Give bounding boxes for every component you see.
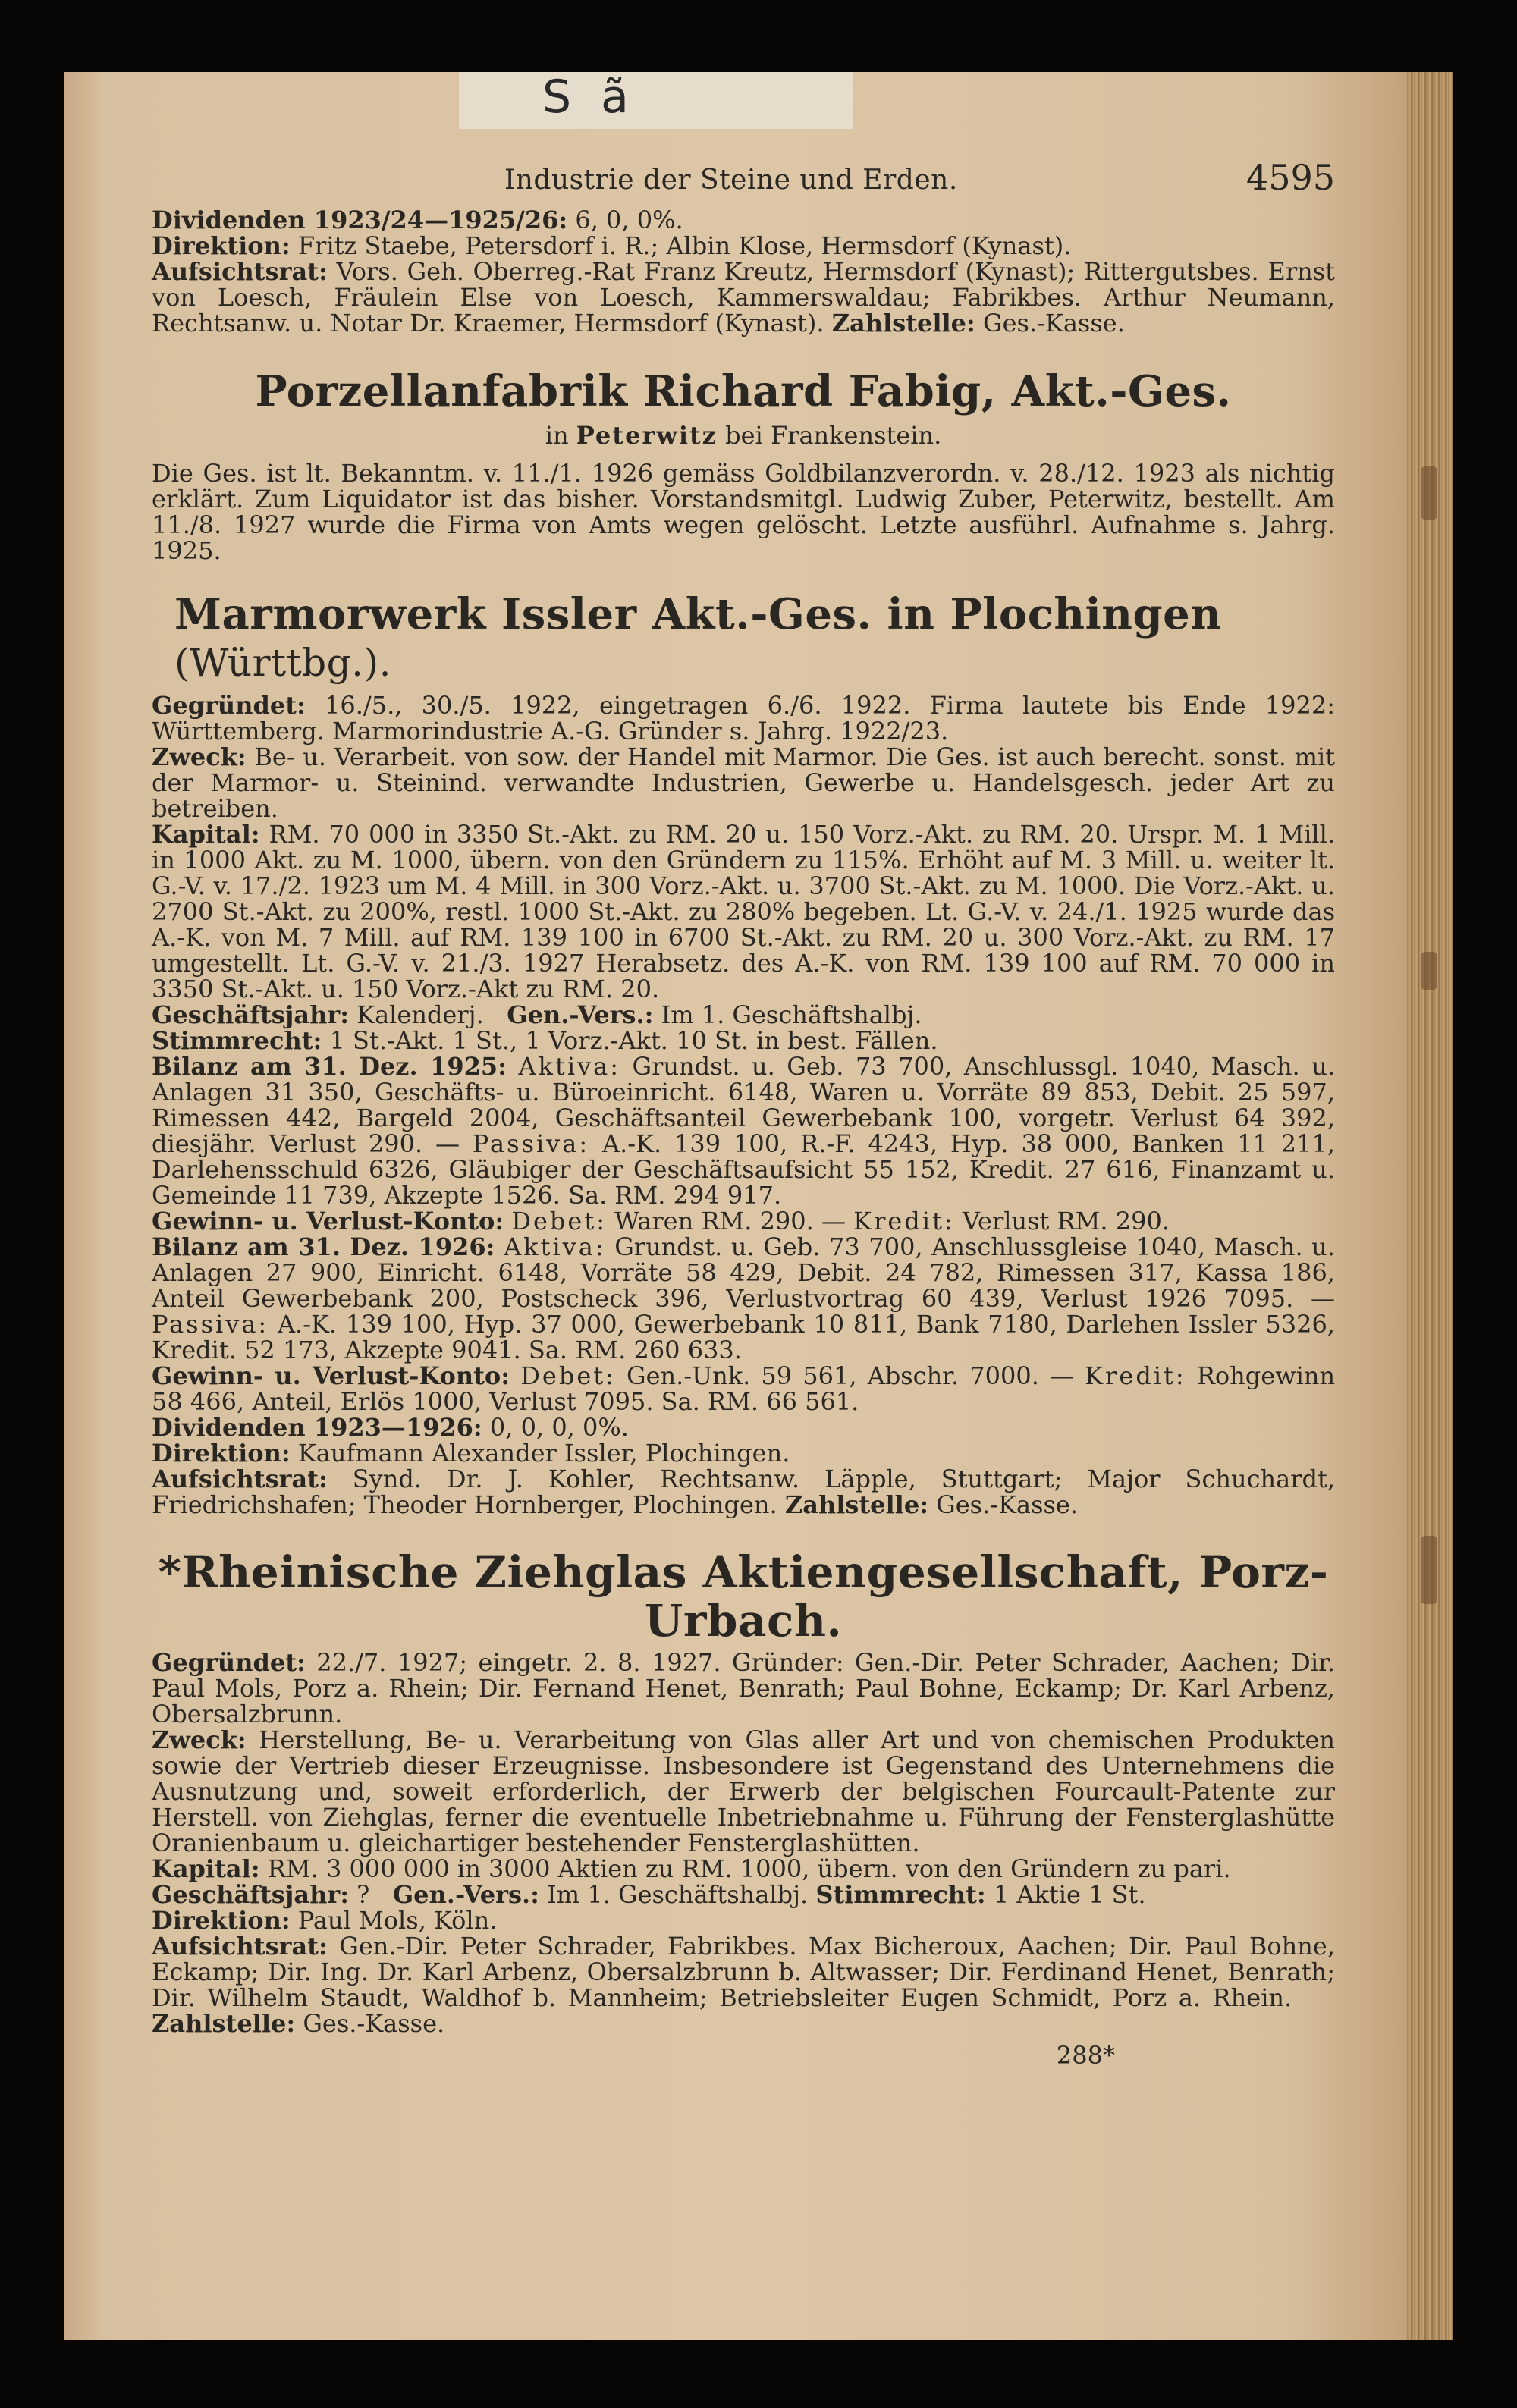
profit-loss-1925 bbox=[152, 1208, 1335, 1234]
field-value: Kalenderj. bbox=[356, 1000, 484, 1029]
field-label: Kapital: bbox=[152, 1854, 260, 1883]
location-prefix: in bbox=[545, 421, 569, 450]
field-label: Kapital: bbox=[152, 820, 260, 849]
field-label: Stimmrecht: bbox=[815, 1880, 986, 1909]
field-label: Zahlstelle: bbox=[831, 309, 975, 337]
field-value: A.-K. 139 100, Hyp. 37 000, Gewerbebank 10 811, Bank 7180, Darlehen Issler 5326, Kredit. 52 173, Akzepte 9041. Sa. RM. 260 633. bbox=[152, 1310, 1335, 1364]
direction-line bbox=[152, 1907, 1335, 1933]
field-label: Bilanz am 31. Dez. 1925: bbox=[152, 1052, 507, 1081]
entry-body: Die Ges. ist lt. Bekanntm. v. 11./1. 1926 gemäss Goldbilanzverordn. v. 28./12. 1923 als nichtig erklärt. Zum Liquidator ist das bisher. Vorstandsmitgl. Ludwig Zuber, Peterwitz, bestellt. Am 11./8. 1927 wurde die Firma von Amts wegen gelöscht. Letzte ausführl. Aufnahme s. Jahrg. 1925. bbox=[152, 459, 1335, 565]
field-value: Herstellung, Be- u. Verarbeitung von Glas aller Art und von chemischen Produkten sowie der Vertrieb dieser Erzeugnisse. Insbesondere ist Gegenstand des Unternehmens die Ausnutzung und, soweit erforderlich, der Erwerb der belgischen Fourcault-Patente zur Herstell. von Ziehglas, ferner die eventuelle Inbetriebnahme u. Führung der Fensterglashütte Oranienbaum u. gleichartiger bestehender Fensterglashütten. bbox=[152, 1725, 1336, 1857]
field-label: Gewinn- u. Verlust-Konto: bbox=[152, 1207, 504, 1235]
founded-line bbox=[152, 1650, 1335, 1727]
field-value: Vors. Geh. Oberreg.-Rat Franz Kreutz, Hermsdorf (Kynast); Rittergutsbes. Ernst von Loesch, Fräulein Else von Loesch, Kammerswaldau; Fabrikbes. Arthur Neumann, Rechtsanw. u. Notar Dr. Kraemer, Hermsdorf (Kynast). bbox=[152, 257, 1336, 337]
field-value: Rohgewinn 58 466, Anteil, Erlös 1000, Verlust 7095. Sa. RM. 66 561. bbox=[152, 1361, 1336, 1416]
passiva-label: Passiva: bbox=[152, 1310, 269, 1339]
entry-top bbox=[152, 207, 1335, 336]
kredit-label: Kredit: bbox=[853, 1207, 955, 1235]
field-value: Im 1. Geschäftshalbj. bbox=[661, 1000, 922, 1029]
field-value: Gen.-Unk. 59 561, Abschr. 7000. — bbox=[627, 1361, 1075, 1390]
page-number: 4595 bbox=[1245, 157, 1335, 198]
purpose-line bbox=[152, 1727, 1335, 1856]
dividends-line bbox=[152, 1414, 1335, 1440]
profit-loss-1926 bbox=[152, 1363, 1335, 1414]
field-value: Ges.-Kasse. bbox=[303, 2009, 445, 2038]
running-head bbox=[152, 157, 1335, 207]
field-label: Gen.-Vers.: bbox=[507, 1000, 654, 1029]
field-label: Geschäftsjahr: bbox=[152, 1000, 349, 1029]
fiscal-line bbox=[152, 1002, 1335, 1028]
field-value: 1 St.-Akt. 1 St., 1 Vorz.-Akt. 10 St. in best. Fällen. bbox=[329, 1026, 938, 1055]
field-label: Zahlstelle: bbox=[152, 2009, 296, 2038]
company-heading: *Rheinische Ziehglas Aktiengesellschaft, Porz-Urbach. bbox=[158, 1546, 1329, 1647]
field-value: Synd. Dr. J. Kohler, Rechtsanw. Läpple, Stuttgart; Major Schuchardt, Friedrichshafen; Theoder Hornberger, Plochingen. bbox=[152, 1465, 1335, 1519]
index-tab-text: S ã bbox=[542, 72, 636, 124]
board-line bbox=[152, 1466, 1335, 1518]
field-label: Aufsichtsrat: bbox=[152, 1932, 328, 1961]
board-line bbox=[152, 259, 1335, 336]
field-label: Aufsichtsrat: bbox=[152, 257, 328, 286]
field-label: Gewinn- u. Verlust-Konto: bbox=[152, 1361, 510, 1390]
location-place: Peterwitz bbox=[576, 421, 718, 450]
field-label: Gen.-Vers.: bbox=[392, 1880, 539, 1909]
field-label: Zweck: bbox=[152, 1725, 247, 1754]
field-label: Direktion: bbox=[152, 1439, 291, 1468]
location-suffix: bei Frankenstein. bbox=[725, 421, 942, 450]
direction-line bbox=[152, 1440, 1335, 1466]
edge-stain bbox=[1421, 1536, 1437, 1604]
field-label: Aufsichtsrat: bbox=[152, 1465, 328, 1493]
kredit-label: Kredit: bbox=[1085, 1361, 1186, 1390]
edge-stain bbox=[1421, 952, 1437, 990]
debet-label: Debet: bbox=[511, 1207, 607, 1235]
index-tab-strip bbox=[459, 72, 853, 129]
field-value: RM. 70 000 in 3350 St.-Akt. zu RM. 20 u. 150 Vorz.-Akt. zu RM. 20. Urspr. M. 1 Mill. in 1000 Akt. zu M. 1000, übern. von den Gründern zu 115%. Erhöht auf M. 3 Mill. u. weiter lt. G.-V. v. 17./2. 1923 um M. 4 Mill. in 300 Vorz.-Akt. u. 3700 St.-Akt. zu M. 1000. Die Vorz.-Akt. u. 2700 St.-Akt. zu 200%, restl. 1000 St.-Akt. zu 280% begeben. Lt. G.-V. v. 24./1. 1925 wurde das A.-K. von M. 7 Mill. auf RM. 139 100 in 6700 St.-Akt. zu RM. 20 u. 300 Vorz.-Akt. zu RM. 17 umgestellt. Lt. G.-V. v. 21./3. 1927 Herabsetz. des A.-K. von RM. 139 100 auf RM. 70 000 in 3350 St.-Akt. u. 150 Vorz.-Akt zu RM. 20. bbox=[152, 820, 1336, 1003]
passiva-label: Passiva: bbox=[472, 1129, 590, 1158]
field-label: Dividenden 1923—1926: bbox=[152, 1413, 482, 1442]
book-page bbox=[64, 72, 1453, 2340]
field-label: Zahlstelle: bbox=[784, 1490, 928, 1519]
field-label: Zweck: bbox=[152, 742, 247, 771]
field-value: Grundst. u. Geb. 73 700, Anschlussgleise 1040, Masch. u. Anlagen 27 900, Einricht. 6148, Vorräte 58 429, Debit. 24 782, Rimessen 317, Kassa 186, Anteil Gewerbebank 200, Postscheck 396, Verlustvortrag 60 439, Verlust 1926 7095. — bbox=[152, 1232, 1336, 1313]
company-heading bbox=[152, 591, 1335, 686]
capital-line bbox=[152, 1856, 1335, 1882]
field-value: Verlust RM. 290. bbox=[962, 1207, 1170, 1235]
heading-main: Marmorwerk Issler Akt.-Ges. in Plochingen bbox=[174, 589, 1222, 639]
field-value: 0, 0, 0, 0%. bbox=[489, 1413, 629, 1442]
field-value: RM. 3 000 000 in 3000 Aktien zu RM. 1000, übern. von den Gründern zu pari. bbox=[267, 1854, 1231, 1883]
field-value: Waren RM. 290. — bbox=[614, 1207, 846, 1235]
purpose-line bbox=[152, 744, 1335, 821]
entry-fabig bbox=[152, 368, 1335, 564]
field-value: 22./7. 1927; eingetr. 2. 8. 1927. Gründer: Gen.-Dir. Peter Schrader, Aachen; Dir. Paul Mols, Porz a. Rhein; Dir. Fernand Henet, Benrath; Paul Bohne, Eckamp; Dr. Karl Arbenz, Obersalzbrunn. bbox=[152, 1648, 1336, 1728]
direction-line bbox=[152, 233, 1335, 259]
field-value: 16./5., 30./5. 1922, eingetragen 6./6. 1922. Firma lautete bis Ende 1922: Württemberg. Marmorindustrie A.-G. Gründer s. Jahrg. 1922/23. bbox=[152, 691, 1336, 746]
fiscal-line bbox=[152, 1882, 1335, 1907]
field-value: Fritz Staebe, Petersdorf i. R.; Albin Klose, Hermsdorf (Kynast). bbox=[297, 231, 1072, 260]
field-label: Geschäftsjahr: bbox=[152, 1880, 349, 1909]
field-label: Gegründet: bbox=[152, 1648, 306, 1677]
field-label: Bilanz am 31. Dez. 1926: bbox=[152, 1232, 495, 1261]
page-edges bbox=[1407, 72, 1453, 2340]
capital-line bbox=[152, 821, 1335, 1002]
voting-line bbox=[152, 1028, 1335, 1053]
company-location bbox=[152, 421, 1335, 450]
field-label: Gegründet: bbox=[152, 691, 306, 720]
field-value: Kaufmann Alexander Issler, Plochingen. bbox=[297, 1439, 790, 1468]
founded-line bbox=[152, 692, 1335, 744]
field-value: Ges.-Kasse. bbox=[983, 309, 1125, 337]
board-line bbox=[152, 1933, 1335, 2036]
field-value: 1 Aktie 1 St. bbox=[993, 1880, 1146, 1909]
field-label: Dividenden 1923/24—1925/26: bbox=[152, 206, 568, 234]
company-heading: Porzellanfabrik Richard Fabig, Akt.-Ges. bbox=[255, 366, 1232, 416]
debet-label: Debet: bbox=[520, 1361, 616, 1390]
field-value: Paul Mols, Köln. bbox=[297, 1906, 498, 1935]
field-label: Direktion: bbox=[152, 231, 291, 260]
field-value: Im 1. Geschäftshalbj. bbox=[547, 1880, 809, 1909]
entry-issler bbox=[152, 591, 1335, 1518]
field-value: Grundst. u. Geb. 73 700, Anschlussgl. 1040, Masch. u. Anlagen 31 350, Geschäfts- u. Büroeinricht. 6148, Waren u. Vorräte 89 853, Debit. 25 597, Rimessen 442, Bargeld 2004, Geschäftsanteil Gewerbebank 100, vorgetr. Verlust 64 392, diesjähr. Verlust 290. — bbox=[152, 1052, 1336, 1158]
field-value: 6, 0, 0%. bbox=[575, 206, 683, 234]
balance-1925 bbox=[152, 1053, 1335, 1208]
field-value: Ges.-Kasse. bbox=[936, 1490, 1079, 1519]
field-value: A.-K. 139 100, R.-F. 4243, Hyp. 38 000, Banken 11 211, Darlehensschuld 6326, Gläubiger der Geschäftsaufsicht 55 152, Kredit. 27 616, Finanzamt u. Gemeinde 11 739, Akzepte 1526. Sa. RM. 294 917. bbox=[152, 1129, 1336, 1210]
field-label: Direktion: bbox=[152, 1906, 291, 1935]
field-label: Stimmrecht: bbox=[152, 1026, 322, 1055]
running-title: Industrie der Steine und Erden. bbox=[504, 165, 958, 196]
page-content bbox=[152, 157, 1336, 2070]
field-value: Be- u. Verarbeit. von sow. der Handel mit Marmor. Die Ges. ist auch berecht. sonst. mit der Marmor- u. Steinind. verwandte Industrien, Gewerbe u. Handelsgesch. jeder Art zu betreiben. bbox=[152, 742, 1336, 823]
dividends-line bbox=[152, 207, 1335, 233]
field-value: ? bbox=[356, 1880, 370, 1909]
heading-suffix: (Württbg.). bbox=[174, 641, 391, 685]
balance-1926 bbox=[152, 1234, 1335, 1363]
signature-mark: 288* bbox=[1056, 2041, 1115, 2070]
edge-stain bbox=[1421, 466, 1437, 520]
entry-rhein bbox=[152, 1548, 1335, 2068]
aktiva-label: Aktiva: bbox=[518, 1052, 620, 1081]
field-value: Gen.-Dir. Peter Schrader, Fabrikbes. Max Bicheroux, Aachen; Dir. Paul Bohne, Eckamp; Dir. Ing. Dr. Karl Arbenz, Obersalzbrunn b. Altwasser; Dir. Ferdinand Henet, Benrath; Dir. Wilhelm Staudt, Waldhof b. Mannheim; Betriebsleiter Eugen Schmidt, Porz a. Rhein. bbox=[152, 1932, 1336, 2012]
aktiva-label: Aktiva: bbox=[504, 1232, 606, 1261]
